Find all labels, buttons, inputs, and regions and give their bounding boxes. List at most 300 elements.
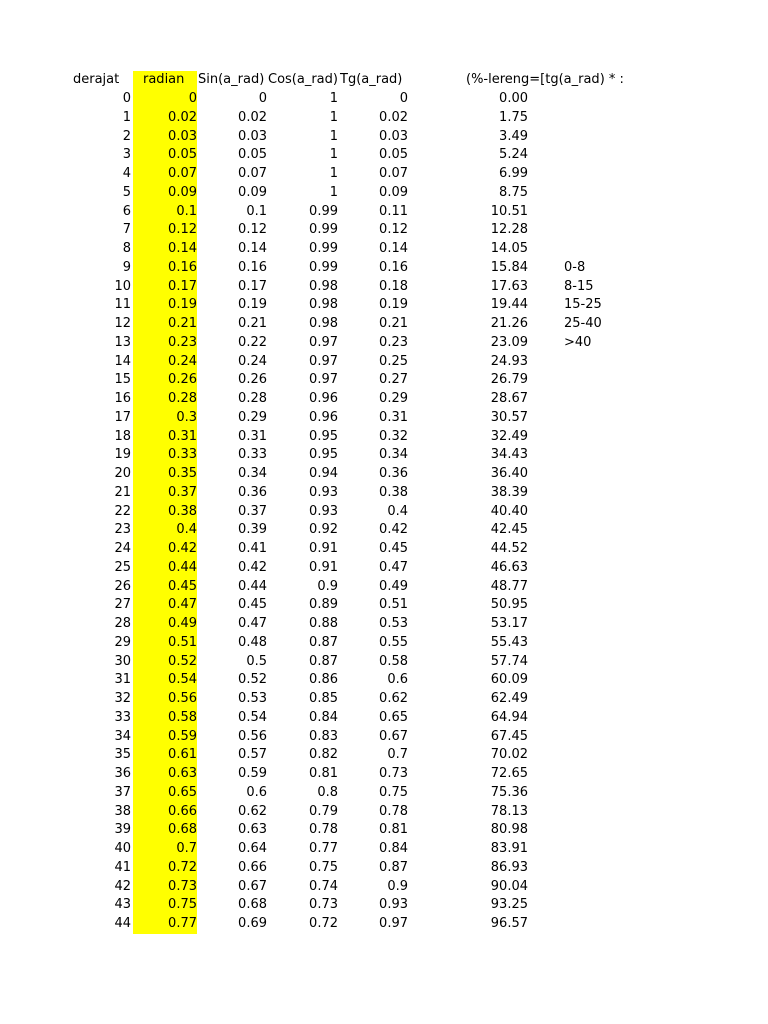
sin-cell: 0.22 bbox=[238, 334, 267, 350]
sin-cell: 0 bbox=[258, 91, 267, 106]
table-row bbox=[0, 390, 768, 408]
derajat-cell: 43 bbox=[114, 897, 131, 913]
table-row bbox=[0, 896, 768, 914]
cos-cell: 0.96 bbox=[309, 409, 338, 425]
radian-cell: 0.3 bbox=[176, 409, 197, 425]
cos-cell: 0.99 bbox=[309, 203, 338, 219]
derajat-cell: 8 bbox=[122, 241, 131, 256]
cos-cell: 0.85 bbox=[309, 691, 338, 706]
radian-cell: 0.21 bbox=[168, 316, 197, 331]
table-row bbox=[0, 353, 768, 371]
table-row bbox=[0, 165, 768, 183]
radian-cell: 0.54 bbox=[168, 672, 197, 688]
cos-cell: 1 bbox=[329, 184, 338, 200]
derajat-cell: 13 bbox=[114, 334, 131, 350]
percent-slope-cell: 46.63 bbox=[490, 559, 528, 575]
radian-cell: 0.1 bbox=[176, 203, 197, 219]
derajat-cell: 1 bbox=[122, 109, 131, 125]
cos-cell: 0.83 bbox=[309, 728, 338, 744]
cos-cell: 0.98 bbox=[309, 278, 338, 294]
table-row bbox=[0, 503, 768, 521]
cos-cell: 0.93 bbox=[309, 503, 338, 519]
cos-cell: 0.75 bbox=[309, 859, 338, 875]
sin-cell: 0.6 bbox=[246, 784, 267, 800]
cos-cell: 0.87 bbox=[309, 653, 338, 669]
derajat-cell: 35 bbox=[114, 747, 131, 763]
table-row bbox=[0, 915, 768, 933]
percent-slope-cell: 10.51 bbox=[490, 203, 528, 219]
sin-cell: 0.56 bbox=[238, 728, 267, 744]
header-tg: Tg(a_rad) bbox=[340, 72, 403, 87]
radian-cell: 0.03 bbox=[168, 128, 197, 144]
cos-cell: 1 bbox=[329, 166, 338, 181]
slope-class-cell: 15-25 bbox=[564, 297, 602, 313]
percent-slope-cell: 34.43 bbox=[490, 447, 528, 463]
derajat-cell: 17 bbox=[114, 409, 131, 425]
derajat-cell: 40 bbox=[114, 841, 131, 856]
cos-cell: 0.97 bbox=[309, 334, 338, 350]
sin-cell: 0.34 bbox=[238, 466, 267, 481]
tg-cell: 0.81 bbox=[379, 822, 408, 838]
sin-cell: 0.67 bbox=[238, 878, 267, 894]
tg-cell: 0.62 bbox=[379, 691, 408, 706]
radian-cell: 0.37 bbox=[168, 484, 197, 500]
tg-cell: 0.11 bbox=[379, 203, 408, 219]
table-row bbox=[0, 296, 768, 314]
tg-cell: 0.78 bbox=[379, 803, 408, 819]
percent-slope-cell: 24.93 bbox=[490, 353, 528, 369]
cos-cell: 0.88 bbox=[309, 616, 338, 631]
sin-cell: 0.52 bbox=[238, 672, 267, 688]
percent-slope-cell: 3.49 bbox=[499, 128, 528, 144]
tg-cell: 0.65 bbox=[379, 709, 408, 725]
table-row bbox=[0, 578, 768, 596]
sin-cell: 0.07 bbox=[238, 166, 267, 181]
radian-cell: 0.73 bbox=[168, 878, 197, 894]
cos-cell: 0.89 bbox=[309, 597, 338, 613]
table-row bbox=[0, 465, 768, 483]
cos-cell: 0.91 bbox=[309, 541, 338, 556]
radian-cell: 0.72 bbox=[168, 859, 197, 875]
sin-cell: 0.37 bbox=[238, 503, 267, 519]
percent-slope-cell: 86.93 bbox=[490, 859, 528, 875]
radian-cell: 0.49 bbox=[168, 616, 197, 631]
table-row bbox=[0, 765, 768, 783]
radian-cell: 0.02 bbox=[168, 109, 197, 125]
percent-slope-cell: 62.49 bbox=[490, 691, 528, 706]
table-row bbox=[0, 784, 768, 802]
table-row bbox=[0, 240, 768, 258]
percent-slope-cell: 30.57 bbox=[490, 409, 528, 425]
sin-cell: 0.68 bbox=[238, 897, 267, 913]
percent-slope-cell: 60.09 bbox=[490, 672, 528, 688]
cos-cell: 0.79 bbox=[309, 803, 338, 819]
sin-cell: 0.62 bbox=[238, 803, 267, 819]
table-row bbox=[0, 634, 768, 652]
percent-slope-cell: 55.43 bbox=[490, 634, 528, 650]
sin-cell: 0.42 bbox=[238, 559, 267, 575]
radian-cell: 0.59 bbox=[168, 728, 197, 744]
sin-cell: 0.28 bbox=[238, 391, 267, 406]
cos-cell: 1 bbox=[329, 128, 338, 144]
tg-cell: 0.34 bbox=[379, 447, 408, 463]
table-row bbox=[0, 821, 768, 839]
percent-slope-cell: 8.75 bbox=[499, 184, 528, 200]
derajat-cell: 28 bbox=[114, 616, 131, 631]
derajat-cell: 34 bbox=[114, 728, 131, 744]
radian-cell: 0.14 bbox=[168, 241, 197, 256]
percent-slope-cell: 53.17 bbox=[490, 616, 528, 631]
slope-class-cell: >40 bbox=[564, 334, 592, 350]
radian-cell: 0.35 bbox=[168, 466, 197, 481]
derajat-cell: 36 bbox=[114, 766, 131, 781]
cos-cell: 0.94 bbox=[309, 466, 338, 481]
derajat-cell: 42 bbox=[114, 878, 131, 894]
sin-cell: 0.26 bbox=[238, 372, 267, 388]
sin-cell: 0.5 bbox=[246, 653, 267, 669]
percent-slope-cell: 15.84 bbox=[490, 259, 528, 275]
table-row bbox=[0, 221, 768, 239]
cos-cell: 0.9 bbox=[317, 578, 338, 594]
table-row bbox=[0, 203, 768, 221]
radian-cell: 0.66 bbox=[168, 803, 197, 819]
derajat-cell: 22 bbox=[114, 503, 131, 519]
tg-cell: 0.9 bbox=[387, 878, 408, 894]
tg-cell: 0.09 bbox=[379, 184, 408, 200]
cos-cell: 0.87 bbox=[309, 634, 338, 650]
sin-cell: 0.16 bbox=[238, 259, 267, 275]
percent-slope-cell: 80.98 bbox=[490, 822, 528, 838]
table-row bbox=[0, 334, 768, 352]
radian-cell: 0.42 bbox=[168, 541, 197, 556]
derajat-cell: 39 bbox=[114, 822, 131, 838]
tg-cell: 0.87 bbox=[379, 859, 408, 875]
derajat-cell: 33 bbox=[114, 709, 131, 725]
header-derajat: derajat bbox=[73, 72, 120, 87]
header-radian: radian bbox=[143, 72, 185, 87]
sin-cell: 0.1 bbox=[246, 203, 267, 219]
table-row bbox=[0, 709, 768, 727]
cos-cell: 0.97 bbox=[309, 353, 338, 369]
cos-cell: 0.8 bbox=[317, 784, 338, 800]
derajat-cell: 2 bbox=[122, 128, 131, 144]
derajat-cell: 23 bbox=[114, 522, 131, 538]
table-row bbox=[0, 184, 768, 202]
table-row bbox=[0, 371, 768, 389]
sin-cell: 0.33 bbox=[238, 447, 267, 463]
table-row bbox=[0, 128, 768, 146]
derajat-cell: 0 bbox=[122, 91, 131, 106]
tg-cell: 0.6 bbox=[387, 672, 408, 688]
cos-cell: 0.78 bbox=[309, 822, 338, 838]
cos-cell: 0.86 bbox=[309, 672, 338, 688]
cos-cell: 0.73 bbox=[309, 897, 338, 913]
sin-cell: 0.09 bbox=[238, 184, 267, 200]
tg-cell: 0.4 bbox=[387, 503, 408, 519]
derajat-cell: 38 bbox=[114, 803, 131, 819]
sin-cell: 0.21 bbox=[238, 316, 267, 331]
percent-slope-cell: 32.49 bbox=[490, 428, 528, 444]
cos-cell: 0.95 bbox=[309, 428, 338, 444]
table-row bbox=[0, 428, 768, 446]
derajat-cell: 25 bbox=[114, 559, 131, 575]
tg-cell: 0.05 bbox=[379, 147, 408, 163]
percent-slope-cell: 19.44 bbox=[490, 297, 528, 313]
tg-cell: 0.25 bbox=[379, 353, 408, 369]
table-row bbox=[0, 484, 768, 502]
cos-cell: 0.91 bbox=[309, 559, 338, 575]
sin-cell: 0.12 bbox=[238, 222, 267, 238]
cos-cell: 0.74 bbox=[309, 878, 338, 894]
table-row bbox=[0, 409, 768, 427]
radian-cell: 0.33 bbox=[168, 447, 197, 463]
sin-cell: 0.41 bbox=[238, 541, 267, 556]
sin-cell: 0.63 bbox=[238, 822, 267, 838]
sin-cell: 0.39 bbox=[238, 522, 267, 538]
radian-cell: 0.77 bbox=[168, 916, 197, 931]
tg-cell: 0.18 bbox=[379, 278, 408, 294]
table-row bbox=[0, 728, 768, 746]
sin-cell: 0.48 bbox=[238, 634, 267, 650]
radian-cell: 0.12 bbox=[168, 222, 197, 238]
cos-cell: 0.84 bbox=[309, 709, 338, 725]
table-row bbox=[0, 803, 768, 821]
derajat-cell: 15 bbox=[114, 372, 131, 388]
percent-slope-cell: 21.26 bbox=[490, 316, 528, 331]
table-row bbox=[0, 540, 768, 558]
radian-cell: 0.05 bbox=[168, 147, 197, 163]
tg-cell: 0 bbox=[399, 91, 408, 106]
percent-slope-cell: 28.67 bbox=[490, 391, 528, 406]
radian-cell: 0.75 bbox=[168, 897, 197, 913]
header-sin: Sin(a_rad) bbox=[198, 72, 265, 87]
tg-cell: 0.67 bbox=[379, 728, 408, 744]
sin-cell: 0.05 bbox=[238, 147, 267, 163]
tg-cell: 0.02 bbox=[379, 109, 408, 125]
table-row bbox=[0, 859, 768, 877]
derajat-cell: 12 bbox=[114, 316, 131, 331]
derajat-cell: 44 bbox=[114, 916, 131, 931]
cos-cell: 0.99 bbox=[309, 259, 338, 275]
tg-cell: 0.38 bbox=[379, 484, 408, 500]
derajat-cell: 27 bbox=[114, 597, 131, 613]
table-row bbox=[0, 615, 768, 633]
slope-class-cell: 8-15 bbox=[564, 278, 594, 294]
derajat-cell: 20 bbox=[114, 466, 131, 481]
derajat-cell: 21 bbox=[114, 484, 131, 500]
cos-cell: 0.98 bbox=[309, 297, 338, 313]
cos-cell: 0.72 bbox=[309, 916, 338, 931]
radian-cell: 0.65 bbox=[168, 784, 197, 800]
sin-cell: 0.47 bbox=[238, 616, 267, 631]
radian-cell: 0.52 bbox=[168, 653, 197, 669]
table-row bbox=[0, 653, 768, 671]
radian-cell: 0.24 bbox=[168, 353, 197, 369]
sin-cell: 0.57 bbox=[238, 747, 267, 763]
sin-cell: 0.59 bbox=[238, 766, 267, 781]
tg-cell: 0.93 bbox=[379, 897, 408, 913]
percent-slope-cell: 26.79 bbox=[490, 372, 528, 388]
cos-cell: 0.81 bbox=[309, 766, 338, 781]
radian-cell: 0.47 bbox=[168, 597, 197, 613]
table-row bbox=[0, 596, 768, 614]
tg-cell: 0.29 bbox=[379, 391, 408, 406]
table-row bbox=[0, 671, 768, 689]
cos-cell: 0.98 bbox=[309, 316, 338, 331]
tg-cell: 0.32 bbox=[379, 428, 408, 444]
tg-cell: 0.14 bbox=[379, 241, 408, 256]
cos-cell: 1 bbox=[329, 147, 338, 163]
percent-slope-cell: 14.05 bbox=[490, 241, 528, 256]
cos-cell: 0.96 bbox=[309, 391, 338, 406]
table-row bbox=[0, 109, 768, 127]
percent-slope-cell: 40.40 bbox=[490, 503, 528, 519]
sin-cell: 0.64 bbox=[238, 841, 267, 856]
cos-cell: 0.95 bbox=[309, 447, 338, 463]
sin-cell: 0.54 bbox=[238, 709, 267, 725]
cos-cell: 0.92 bbox=[309, 522, 338, 538]
radian-cell: 0.17 bbox=[168, 278, 197, 294]
derajat-cell: 41 bbox=[114, 859, 131, 875]
radian-cell: 0.61 bbox=[168, 747, 197, 763]
percent-slope-cell: 48.77 bbox=[490, 578, 528, 594]
cos-cell: 1 bbox=[329, 91, 338, 106]
table-row bbox=[0, 690, 768, 708]
sin-cell: 0.45 bbox=[238, 597, 267, 613]
radian-cell: 0.63 bbox=[168, 766, 197, 781]
tg-cell: 0.45 bbox=[379, 541, 408, 556]
radian-cell: 0.56 bbox=[168, 691, 197, 706]
derajat-cell: 7 bbox=[122, 222, 131, 238]
percent-slope-cell: 6.99 bbox=[499, 166, 528, 181]
cos-cell: 1 bbox=[329, 109, 338, 125]
table-row bbox=[0, 446, 768, 464]
tg-cell: 0.73 bbox=[379, 766, 408, 781]
slope-class-cell: 25-40 bbox=[564, 316, 602, 331]
percent-slope-cell: 64.94 bbox=[490, 709, 528, 725]
cos-cell: 0.97 bbox=[309, 372, 338, 388]
percent-slope-cell: 57.74 bbox=[490, 653, 528, 669]
percent-slope-cell: 75.36 bbox=[490, 784, 528, 800]
tg-cell: 0.03 bbox=[379, 128, 408, 144]
table-row bbox=[0, 559, 768, 577]
radian-cell: 0.38 bbox=[168, 503, 197, 519]
percent-slope-cell: 5.24 bbox=[499, 147, 528, 163]
percent-slope-cell: 17.63 bbox=[490, 278, 528, 294]
cos-cell: 0.99 bbox=[309, 241, 338, 256]
sin-cell: 0.31 bbox=[238, 428, 267, 444]
tg-cell: 0.12 bbox=[379, 222, 408, 238]
percent-slope-cell: 36.40 bbox=[490, 466, 528, 481]
percent-slope-cell: 90.04 bbox=[490, 878, 528, 894]
tg-cell: 0.31 bbox=[379, 409, 408, 425]
tg-cell: 0.27 bbox=[379, 372, 408, 388]
table-row bbox=[0, 315, 768, 333]
derajat-cell: 26 bbox=[114, 578, 131, 594]
percent-slope-cell: 1.75 bbox=[499, 109, 528, 125]
percent-slope-cell: 44.52 bbox=[490, 541, 528, 556]
derajat-cell: 5 bbox=[122, 184, 131, 200]
sin-cell: 0.29 bbox=[238, 409, 267, 425]
percent-slope-cell: 12.28 bbox=[490, 222, 528, 238]
percent-slope-cell: 23.09 bbox=[490, 334, 528, 350]
derajat-cell: 32 bbox=[114, 691, 131, 706]
radian-cell: 0.26 bbox=[168, 372, 197, 388]
tg-cell: 0.21 bbox=[379, 316, 408, 331]
tg-cell: 0.42 bbox=[379, 522, 408, 538]
radian-cell: 0.23 bbox=[168, 334, 197, 350]
tg-cell: 0.84 bbox=[379, 841, 408, 856]
percent-slope-cell: 72.65 bbox=[490, 766, 528, 781]
sin-cell: 0.14 bbox=[238, 241, 267, 256]
tg-cell: 0.07 bbox=[379, 166, 408, 181]
radian-cell: 0.4 bbox=[176, 522, 197, 538]
tg-cell: 0.47 bbox=[379, 559, 408, 575]
cos-cell: 0.99 bbox=[309, 222, 338, 238]
percent-slope-cell: 67.45 bbox=[490, 728, 528, 744]
table-row bbox=[0, 259, 768, 277]
derajat-cell: 16 bbox=[114, 391, 131, 406]
slope-class-cell: 0-8 bbox=[564, 259, 586, 275]
sin-cell: 0.36 bbox=[238, 484, 267, 500]
radian-cell: 0.51 bbox=[168, 634, 197, 650]
table-row bbox=[0, 278, 768, 296]
derajat-cell: 11 bbox=[114, 297, 131, 313]
radian-cell: 0.68 bbox=[168, 822, 197, 838]
cos-cell: 0.82 bbox=[309, 747, 338, 763]
derajat-cell: 6 bbox=[122, 203, 131, 219]
sin-cell: 0.53 bbox=[238, 691, 267, 706]
sin-cell: 0.03 bbox=[238, 128, 267, 144]
radian-cell: 0.09 bbox=[168, 184, 197, 200]
radian-cell: 0 bbox=[188, 91, 197, 106]
sin-cell: 0.44 bbox=[238, 578, 267, 594]
tg-cell: 0.53 bbox=[379, 616, 408, 631]
table-row bbox=[0, 746, 768, 764]
sin-cell: 0.24 bbox=[238, 353, 267, 369]
radian-cell: 0.45 bbox=[168, 578, 197, 594]
radian-cell: 0.58 bbox=[168, 709, 197, 725]
percent-slope-cell: 78.13 bbox=[490, 803, 528, 819]
derajat-cell: 19 bbox=[114, 447, 131, 463]
sin-cell: 0.66 bbox=[238, 859, 267, 875]
radian-cell: 0.31 bbox=[168, 428, 197, 444]
radian-cell: 0.28 bbox=[168, 391, 197, 406]
tg-cell: 0.23 bbox=[379, 334, 408, 350]
radian-cell: 0.7 bbox=[176, 841, 197, 856]
radian-cell: 0.16 bbox=[168, 259, 197, 275]
derajat-cell: 37 bbox=[114, 784, 131, 800]
percent-slope-cell: 42.45 bbox=[490, 522, 528, 538]
table-row bbox=[0, 521, 768, 539]
table-row bbox=[0, 840, 768, 858]
derajat-cell: 30 bbox=[114, 653, 131, 669]
radian-cell: 0.19 bbox=[168, 297, 197, 313]
tg-cell: 0.16 bbox=[379, 259, 408, 275]
tg-cell: 0.19 bbox=[379, 297, 408, 313]
table-row bbox=[0, 90, 768, 108]
radian-cell: 0.44 bbox=[168, 559, 197, 575]
header-cos: Cos(a_rad) bbox=[268, 72, 338, 87]
tg-cell: 0.55 bbox=[379, 634, 408, 650]
percent-slope-cell: 50.95 bbox=[490, 597, 528, 613]
tg-cell: 0.51 bbox=[379, 597, 408, 613]
percent-slope-cell: 70.02 bbox=[490, 747, 528, 763]
sin-cell: 0.02 bbox=[238, 109, 267, 125]
sin-cell: 0.17 bbox=[238, 278, 267, 294]
header-percent-slope: (%-lereng=[tg(a_rad) * : bbox=[466, 72, 624, 87]
percent-slope-cell: 0.00 bbox=[499, 91, 528, 106]
